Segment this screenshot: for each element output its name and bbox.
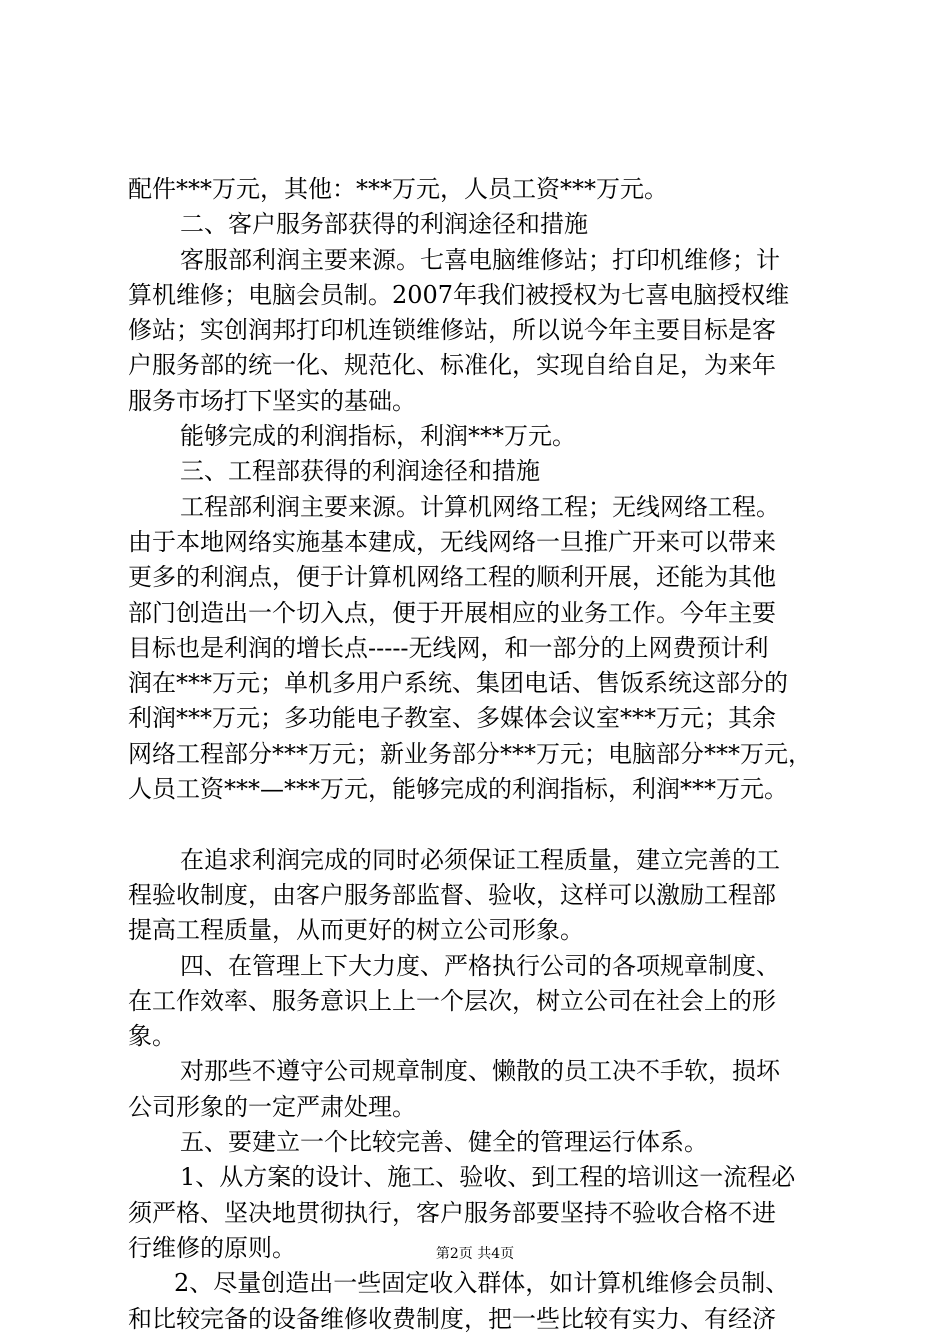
text-line: 服务市场打下坚实的基础。 — [128, 386, 416, 415]
section-heading: 二、客户服务部获得的利润途径和措施 — [180, 210, 588, 239]
text-line: 网络工程部分***万元；新业务部分***万元；电脑部分***万元， — [128, 739, 812, 768]
text-line: 和比较完备的设备维修收费制度，把一些比较有实力、有经济 — [128, 1304, 776, 1333]
text-line: 由于本地网络实施基本建成，无线网络一旦推广开来可以带来 — [128, 527, 776, 556]
list-item: 1、从方案的设计、施工、验收、到工程的培训这一流程必 — [180, 1163, 796, 1192]
list-item: 2、尽量创造出一些固定收入群体，如计算机维修会员制、 — [174, 1269, 790, 1298]
text-line: 客服部利润主要来源。七喜电脑维修站；打印机维修；计 — [180, 245, 780, 274]
text-line: 提高工程质量，从而更好的树立公司形象。 — [128, 916, 584, 945]
text-line: 部门创造出一个切入点，便于开展相应的业务工作。今年主要 — [128, 598, 776, 627]
body-text — [128, 172, 838, 1337]
blank-line — [128, 807, 838, 842]
text-line: 更多的利润点，便于计算机网络工程的顺利开展，还能为其他 — [128, 563, 776, 592]
text-line: 润在***万元；单机多用户系统、集团电话、售饭系统这部分的 — [128, 669, 788, 698]
section-heading: 五、要建立一个比较完善、健全的管理运行体系。 — [180, 1128, 708, 1157]
text-line: 利润***万元；多功能电子教室、多媒体会议室***万元；其余 — [128, 704, 776, 733]
text-line: 公司形象的一定严肃处理。 — [128, 1092, 416, 1121]
section-heading: 四、在管理上下大力度、严格执行公司的各项规章制度、 — [180, 951, 780, 980]
text-line: 算机维修；电脑会员制。2007年我们被授权为七喜电脑授权维 — [128, 280, 790, 309]
text-line: 修站；实创润邦打印机连锁维修站，所以说今年主要目标是客 — [128, 316, 776, 345]
text-line: 在工作效率、服务意识上上一个层次，树立公司在社会上的形 — [128, 986, 776, 1015]
text-line: 在追求利润完成的同时必须保证工程质量，建立完善的工 — [180, 845, 780, 874]
text-line: 须严格、坚决地贯彻执行，客户服务部要坚持不验收合格不进 — [128, 1198, 776, 1227]
text-line: 目标也是利润的增长点-----无线网，和一部分的上网费预计利 — [128, 633, 769, 662]
text-line: 程验收制度，由客户服务部监督、验收，这样可以激励工程部 — [128, 880, 776, 909]
text-line: 能够完成的利润指标，利润***万元。 — [180, 422, 576, 451]
text-line: 象。 — [128, 1022, 176, 1051]
page-footer: 第2页 共4页 — [435, 1246, 515, 1262]
section-heading: 三、工程部获得的利润途径和措施 — [180, 457, 540, 486]
text-line: 户服务部的统一化、规范化、标准化，实现自给自足，为来年 — [128, 351, 776, 380]
text-line: 配件***万元，其他：***万元，人员工资***万元。 — [128, 175, 668, 203]
text-line: 行维修的原则。 — [128, 1233, 296, 1262]
text-line: 对那些不遵守公司规章制度、懒散的员工决不手软，损坏 — [180, 1057, 780, 1086]
text-line: 人员工资***—***万元，能够完成的利润指标，利润***万元。 — [128, 775, 788, 804]
text-line: 工程部利润主要来源。计算机网络工程；无线网络工程。 — [180, 492, 780, 521]
